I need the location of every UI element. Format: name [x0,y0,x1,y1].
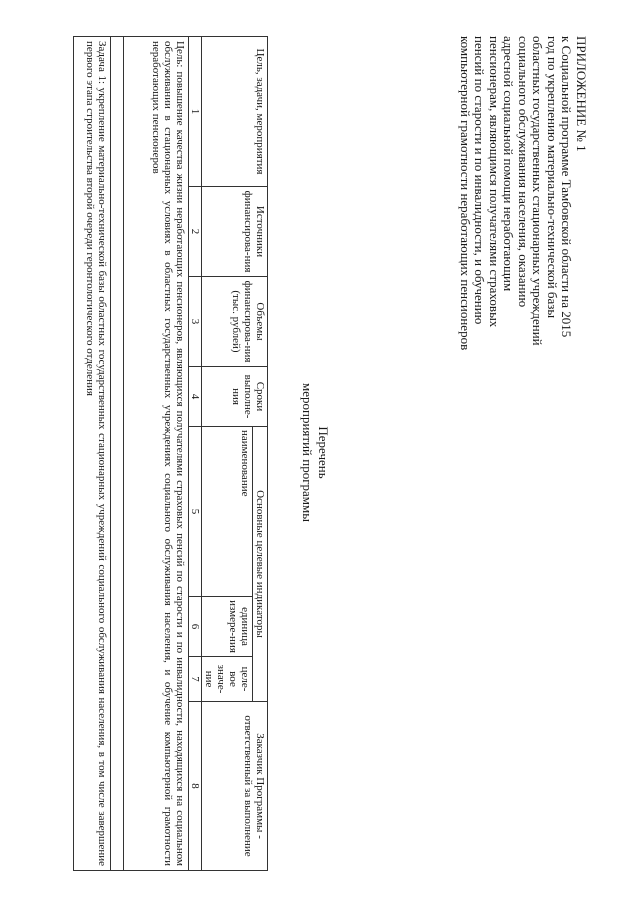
header-funding-volumes: Объемы финансирова-ния (тыс. рублей) [202,277,268,367]
spacer-row [111,37,124,871]
column-number: 6 [189,597,202,657]
appendix-text: к Социальной программе Тамбовской области на 2015 год по укреплению материально-технической базы областных государственных стационарных учреждений социального обслуживания населения, оказанию адресной социальной помощи неработающим пенсионерам, являющимся получателями страховых пенсий по старости и по инвалидности, и обучению компьютерной грамотности неработающих пенсионеров [458,36,575,351]
appendix-block [458,36,589,356]
header-funding-sources: Источники финансирова-ния [202,187,268,277]
column-number: 2 [189,187,202,277]
document-subtitle: мероприятий программы [300,383,315,522]
document-title: Перечень [316,426,331,479]
header-indicator-target: целе-вое значе-ние [202,657,253,702]
program-measures-table [73,36,268,871]
header-indicator-name: наименование [202,427,253,597]
header-goals-tasks: Цель, задачи, мероприятия [202,37,268,187]
header-customer: Заказчик Программы - ответственный за выполнение [202,702,268,871]
task-1-row: Задача 1: укрепление материально-технической базы областных государственных стационарных учреждений социального обслуживания населения, в том числе завершение первого этапа строительства второй очереди геронтологического отделения [74,37,111,871]
column-number: 4 [189,367,202,427]
appendix-heading: ПРИЛОЖЕНИЕ № 1 [574,36,589,152]
column-numbers-row [189,37,202,871]
header-indicator-unit: единица измере-ния [202,597,253,657]
column-number: 7 [189,657,202,702]
column-number: 3 [189,277,202,367]
column-number: 5 [189,427,202,597]
header-target-indicators: Основные целевые индикаторы [253,427,268,702]
column-number: 8 [189,702,202,871]
header-deadlines: Сроки выполне-ния [202,367,268,427]
goal-row: Цель: повышение качества жизни неработающих пенсионеров, являющихся получателями страховых пенсий по старости и по инвалидности, находящихся на социальном обслуживании в стационарных условиях в областных государственных учреждениях социального обслуживания населения, и обучение компьютерной грамотности неработающих пенсионеров [124,37,189,871]
column-number: 1 [189,37,202,187]
